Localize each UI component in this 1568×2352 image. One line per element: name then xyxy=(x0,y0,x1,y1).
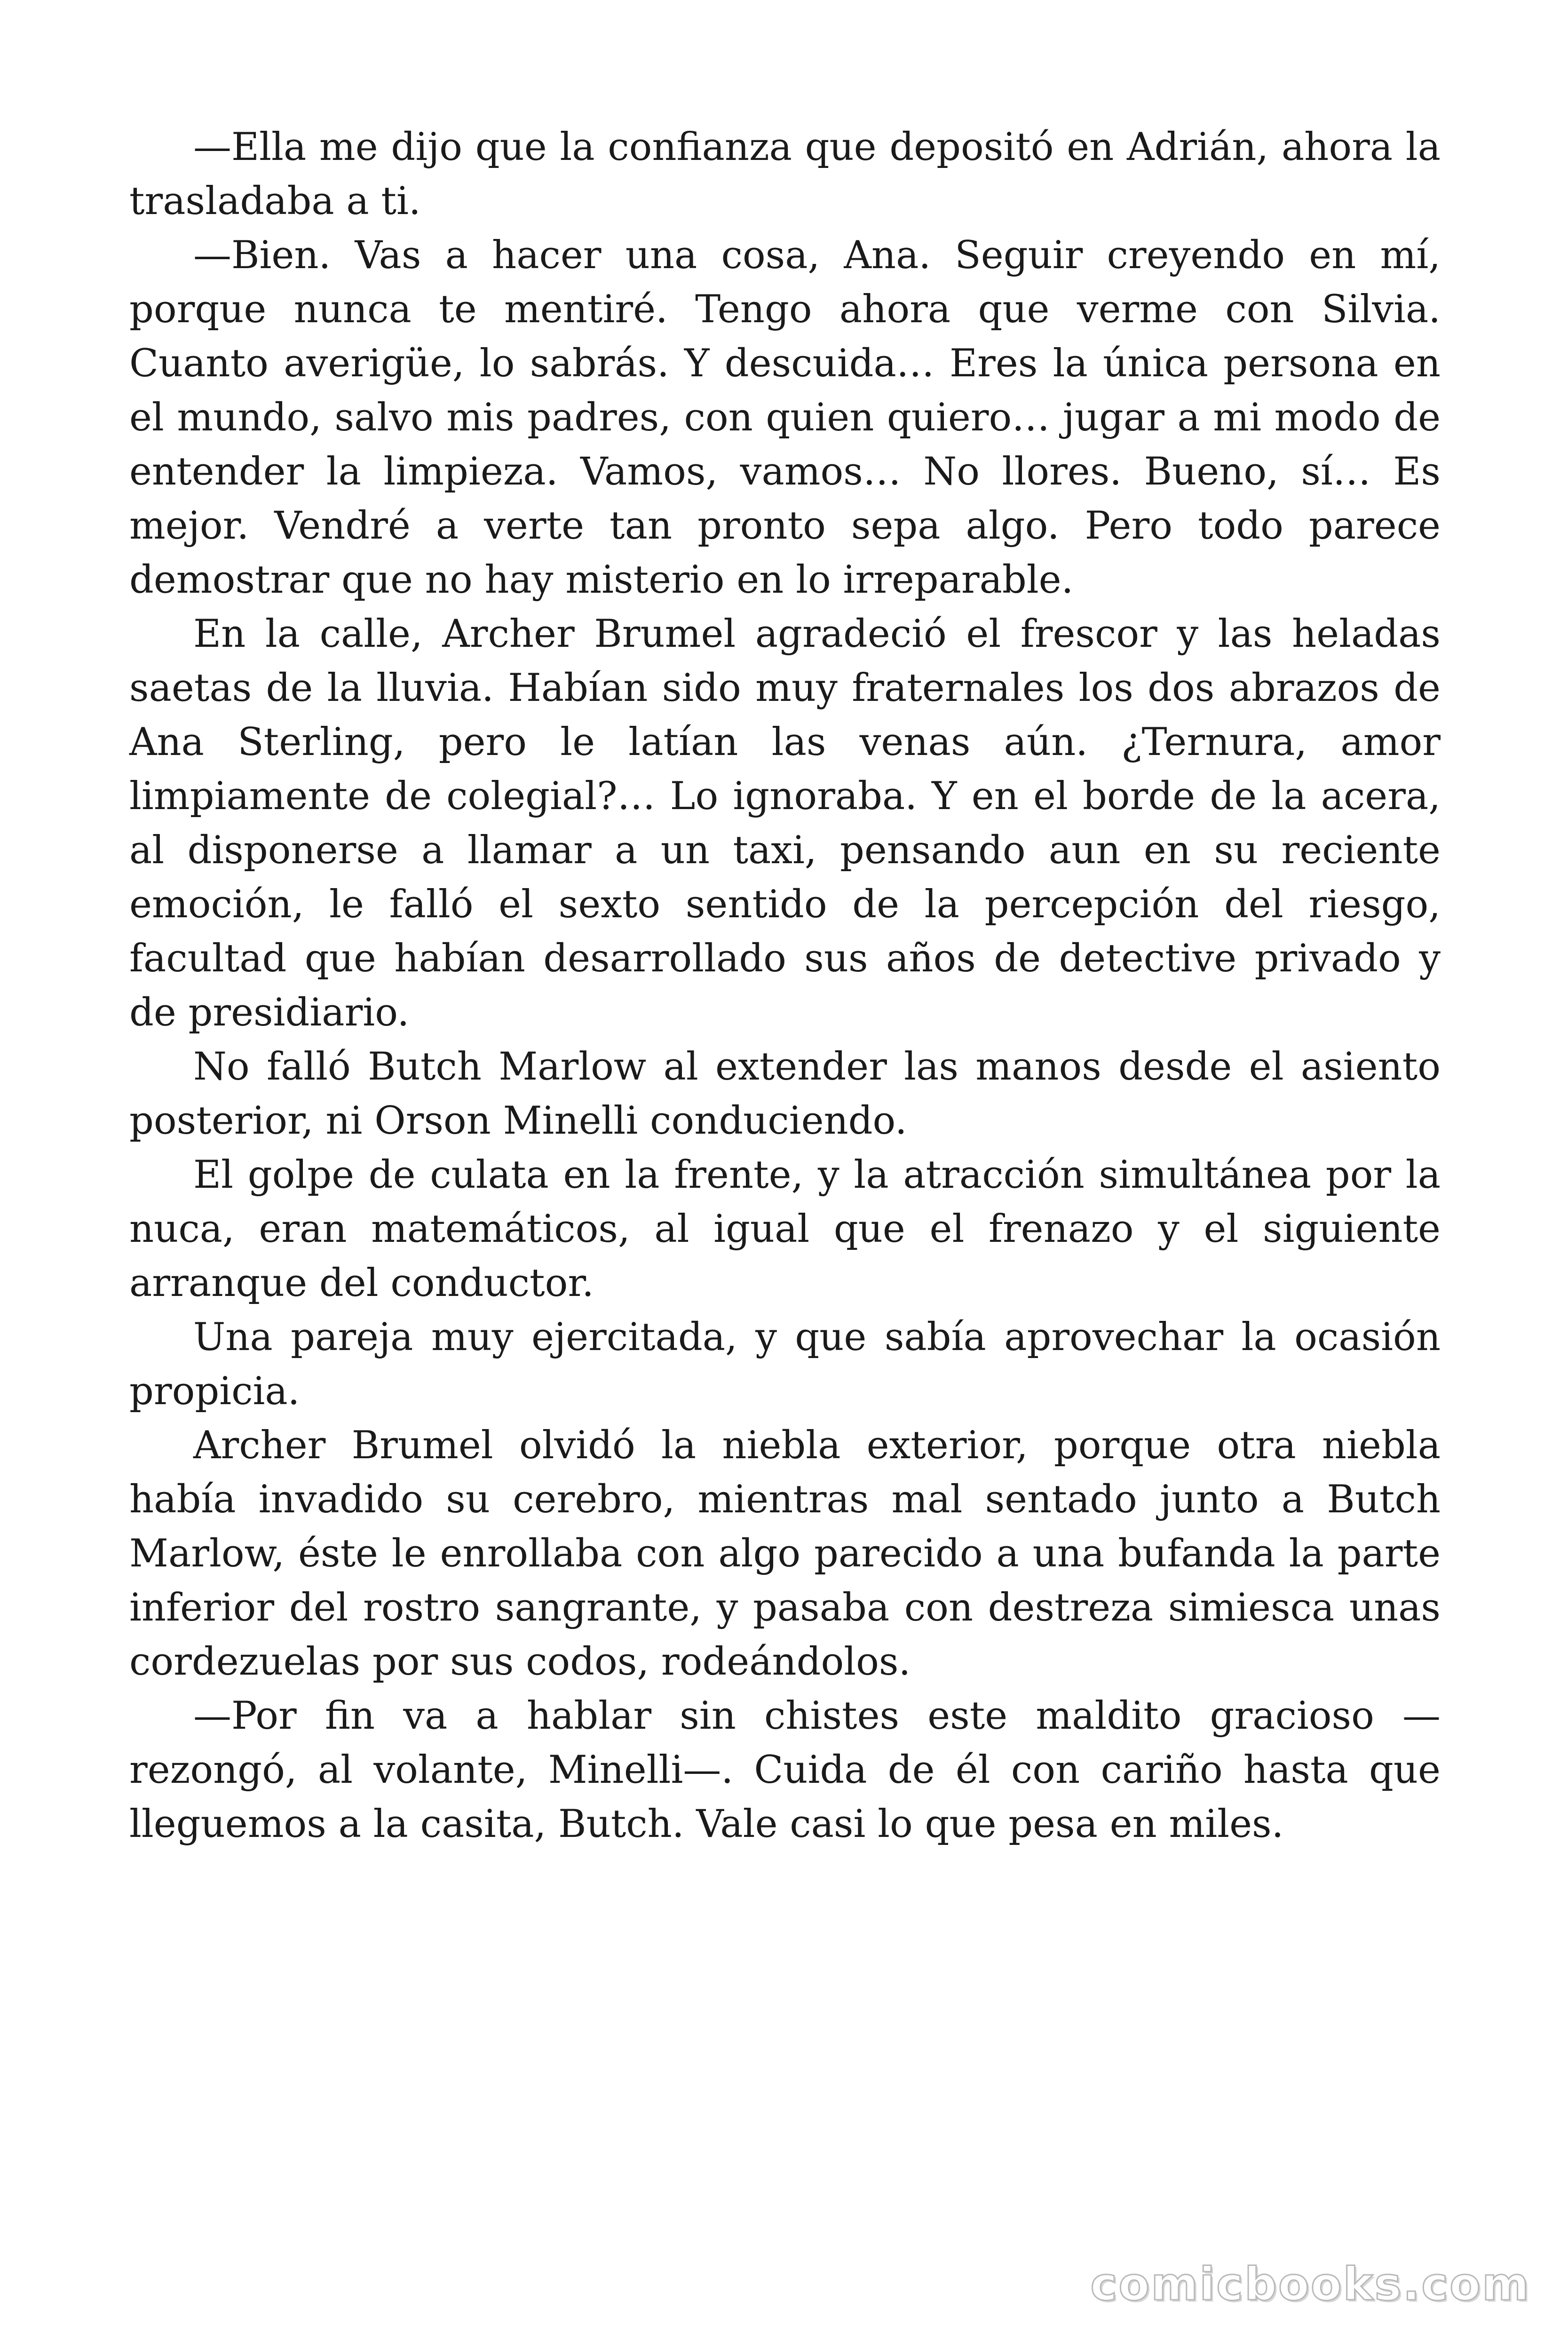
paragraph-7: Archer Brumel olvidó la niebla exterior, porque otra niebla había invadido su cerebro, mientras mal sentado junto a Butch Marlow, éste le enrollaba con algo parecido a una bufanda la parte inferior del rostro sangrante, y pasaba con destreza simiesca unas cordezuelas por sus codos, rodeándolos. xyxy=(129,1423,1441,1684)
paragraph-2: —Bien. Vas a hacer una cosa, Ana. Seguir creyendo en mí, porque nunca te mentiré. Tengo ahora que verme con Silvia. Cuanto averigüe, lo sabrás. Y descuida… Eres la única persona en el mundo, salvo mis padres, con quien quiero… jugar a mi modo de entender la limpieza. Vamos, vamos… No llores. Bueno, sí… Es mejor. Vendré a verte tan pronto sepa algo. Pero todo parece demostrar que no hay misterio en lo irreparable. xyxy=(129,233,1441,602)
paragraph-6: Una pareja muy ejercitada, y que sabía aprovechar la ocasión propicia. xyxy=(129,1315,1441,1414)
paragraph-1: —Ella me dijo que la confianza que depositó en Adrián, ahora la trasladaba a ti. xyxy=(129,125,1441,223)
paragraph-8: —Por fin va a hablar sin chistes este maldito gracioso —rezongó, al volante, Minelli—. Cuida de él con cariño hasta que lleguemos a la casita, Butch. Vale casi lo que pesa en miles. xyxy=(129,1694,1441,1846)
paragraph-3: En la calle, Archer Brumel agradeció el frescor y las heladas saetas de la lluvia. Habían sido muy fraternales los dos abrazos de Ana Sterling, pero le latían las venas aún. ¿Ternura, amor limpiamente de colegial?… Lo ignoraba. Y en el borde de la acera, al disponerse a llamar a un taxi, pensando aun en su reciente emoción, le falló el sexto sentido de la percepción del riesgo, facultad que habían desarrollado sus años de detective privado y de presidiario. xyxy=(129,612,1441,1035)
paragraph-4: No falló Butch Marlow al extender las manos desde el asiento posterior, ni Orson Minelli conduciendo. xyxy=(129,1045,1441,1143)
watermark-logo: comicbooks.com xyxy=(1090,2258,1530,2311)
page-body-text xyxy=(129,120,1441,1851)
paragraph-5: El golpe de culata en la frente, y la atracción simultánea por la nuca, eran matemáticos, al igual que el frenazo y el siguiente arranque del conductor. xyxy=(129,1153,1441,1305)
